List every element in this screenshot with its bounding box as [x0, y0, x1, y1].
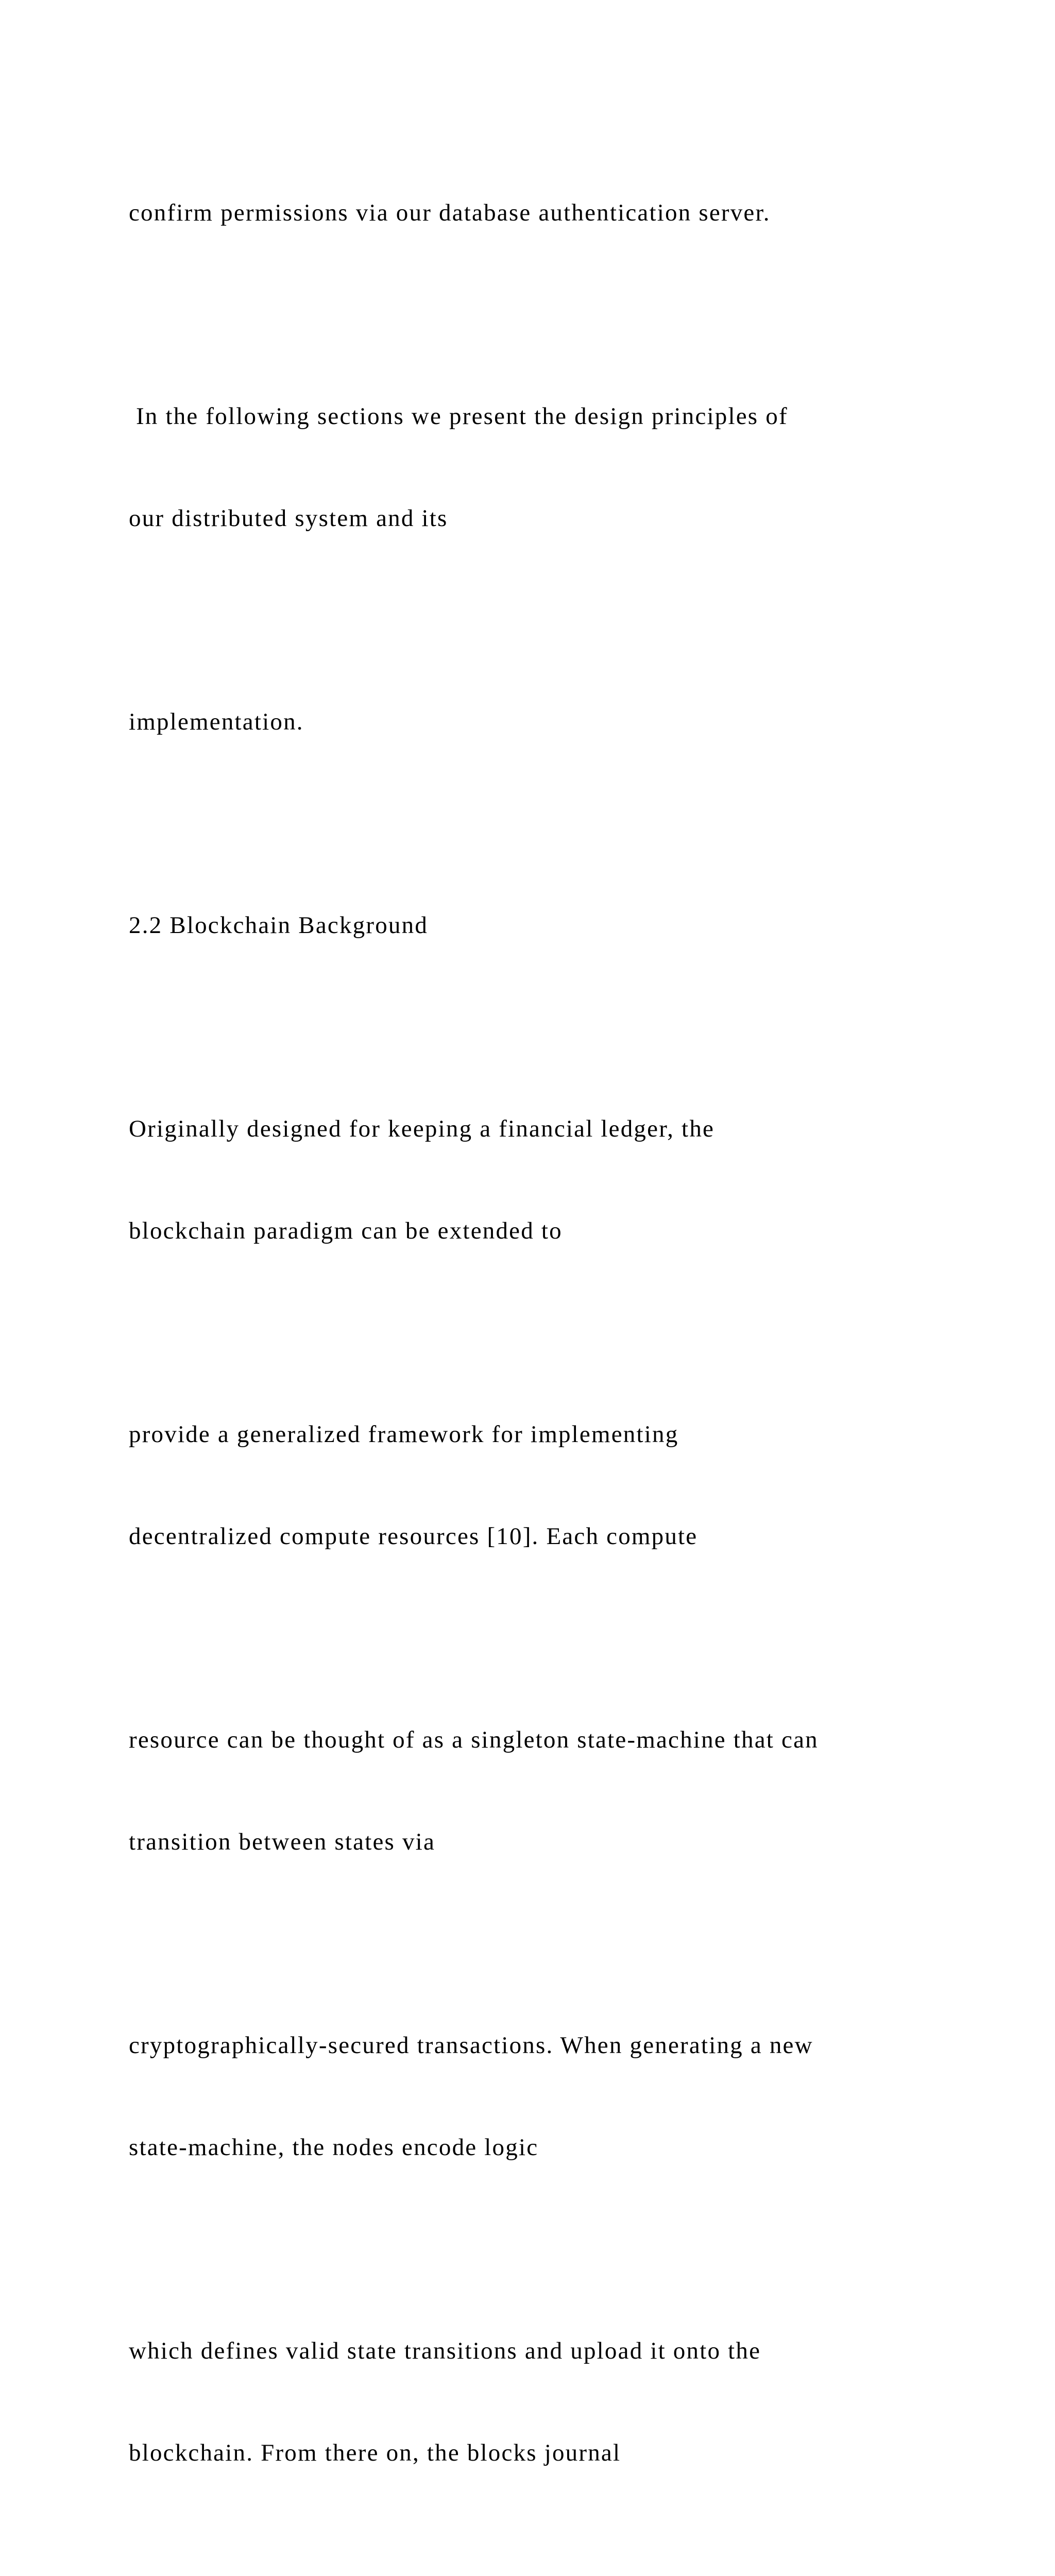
paragraph [129, 128, 1005, 298]
text-line: confirm permissions via our database authentication server. [129, 199, 771, 226]
text-line: provide a generalized framework for implementing [129, 1421, 679, 1448]
text-line: implementation. [129, 708, 304, 735]
paragraph [129, 1044, 1005, 1316]
text-line: our distributed system and its [129, 505, 448, 532]
text-line: Originally designed for keeping a financial ledger, the [129, 1115, 715, 1142]
paragraph [129, 1349, 1005, 1621]
text-line: which defines valid state transitions and upload it onto the [129, 2337, 761, 2364]
paragraph [129, 2571, 1005, 2576]
section-heading [129, 840, 1005, 1010]
text-line: state-machine, the nodes encode logic [129, 2134, 539, 2161]
paragraph [129, 1960, 1005, 2232]
paragraph [129, 637, 1005, 807]
text-line: blockchain. From there on, the blocks journal [129, 2439, 621, 2466]
text-line: resource can be thought of as a singleton state-machine that can [129, 1726, 819, 1753]
text-line: transition between states via [129, 1828, 436, 1855]
paragraph [129, 331, 1005, 603]
text-line: decentralized compute resources [10]. Each compute [129, 1523, 698, 1550]
text-line: In the following sections we present the design principles of [129, 403, 788, 430]
paragraph [129, 2266, 1005, 2538]
paragraph [129, 1655, 1005, 1927]
text-line: cryptographically-secured transactions. When generating a new [129, 2032, 813, 2059]
section-heading-text: 2.2 Blockchain Background [129, 912, 429, 939]
document-body [129, 128, 1005, 2576]
text-line: blockchain paradigm can be extended to [129, 1217, 563, 1244]
